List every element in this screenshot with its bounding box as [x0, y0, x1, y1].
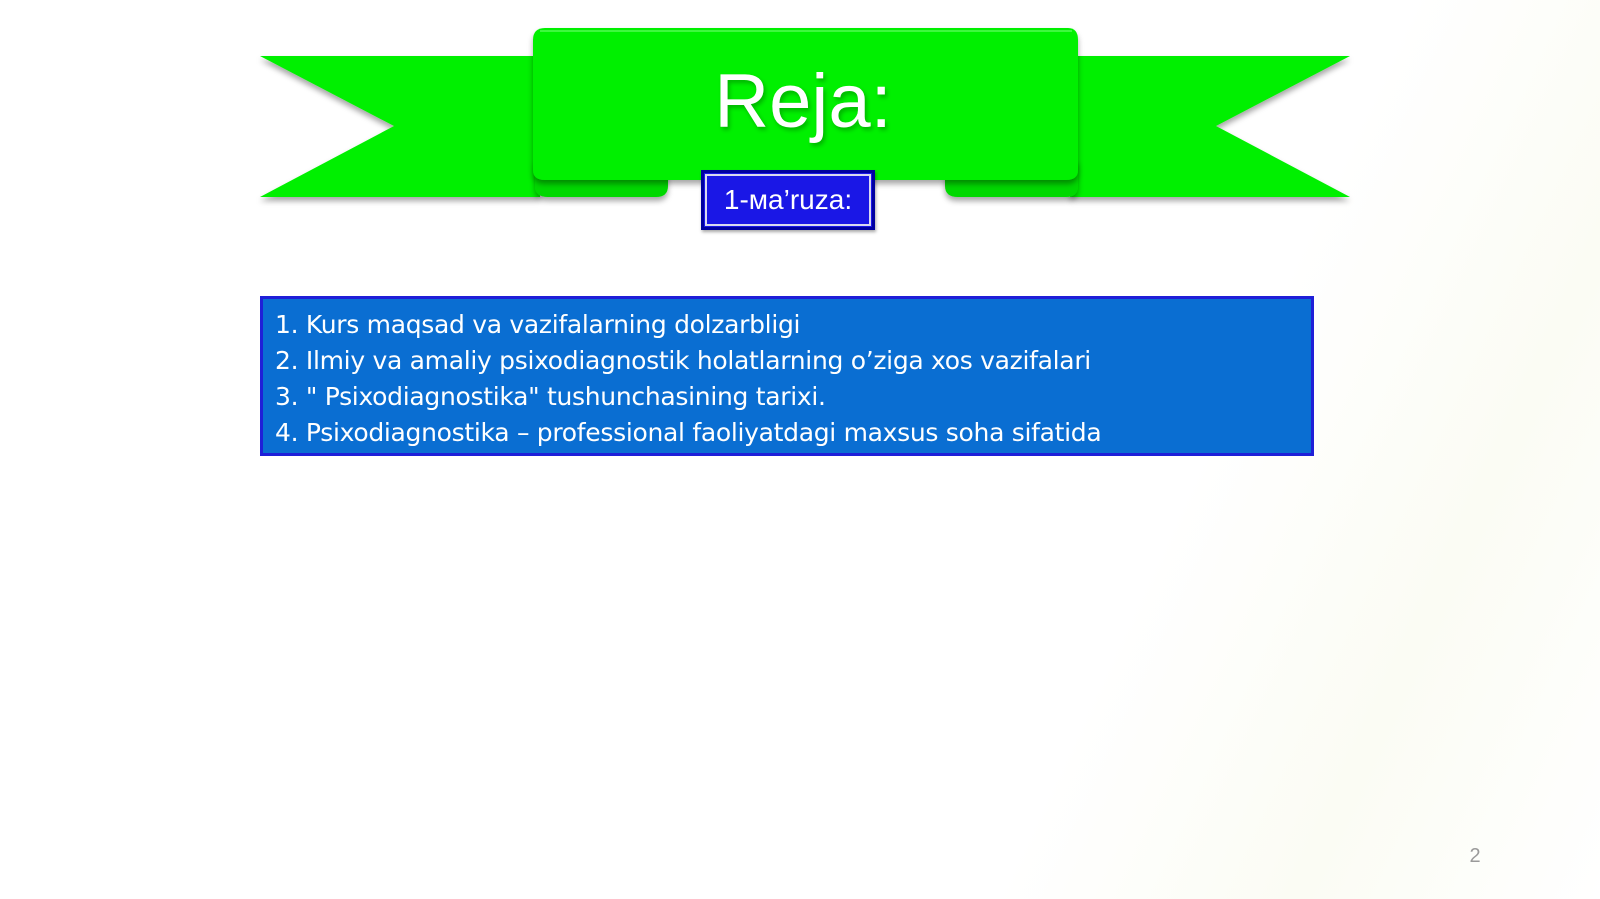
list-item: 4. Psixodiagnostika – professional faoliyatdagi maxsus soha sifatida [275, 418, 1102, 447]
plan-list [275, 307, 1299, 451]
page-number: 2 [1469, 845, 1481, 867]
lecture-badge: 1-ма’ruza: [701, 170, 875, 230]
slide-title: Reja: [714, 59, 892, 144]
list-item: 1. Kurs maqsad va vazifalarning dolzarbligi [275, 310, 801, 339]
list-item: 2. Ilmiy va amaliy psixodiagnostik holatlarning o’ziga xos vazifalari [275, 346, 1091, 375]
plan-list-box [260, 296, 1314, 456]
list-item: 3. " Psixodiagnostika" tushunchasining tarixi. [275, 382, 826, 411]
